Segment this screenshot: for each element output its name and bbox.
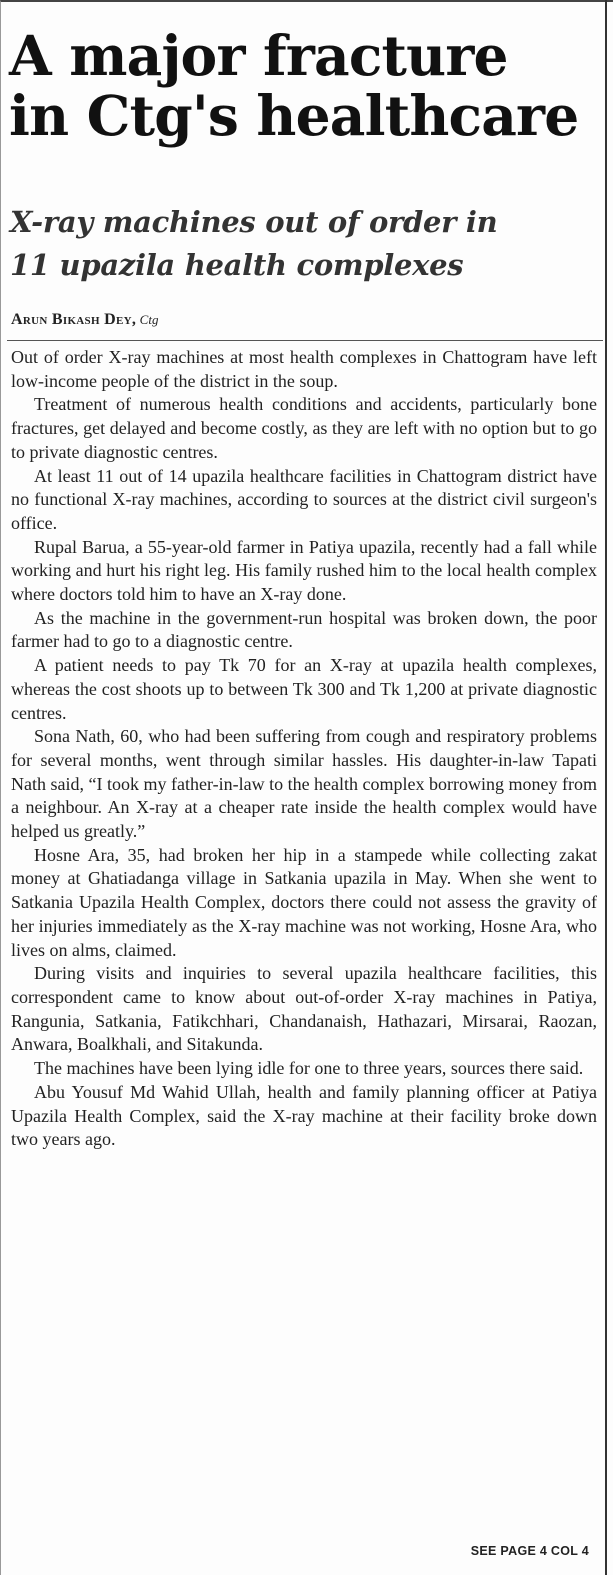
headline-line-2: in Ctg's healthcare — [9, 83, 579, 148]
article-paragraph: The machines have been lying idle for one to three years, sources there said. — [34, 1058, 584, 1079]
byline-location: Ctg — [139, 312, 159, 327]
subheadline-line-1: X-ray machines out of order in — [10, 205, 498, 239]
continuation-note: SEE PAGE 4 COL 4 — [470, 1544, 589, 1558]
article-paragraph: During visits and inquiries to several upazila healthcare facilities, this correspondent came to know about out-of-order X-ray machines in Patiya, Rangunia, Satkania, Fatikchhari, Chandanaish, Hathazari, Mirsarai, Raozan, Anwara, Boalkhali, and Sitakunda. — [11, 963, 597, 1055]
article-paragraph: A patient needs to pay Tk 70 for an X-ray at upazila health complexes, whereas the cost shoots up to between Tk 300 and Tk 1,200 at private diagnostic centres. — [11, 655, 597, 723]
column-rule — [605, 0, 607, 1575]
article-paragraph: Treatment of numerous health conditions and accidents, particularly bone fractures, get delayed and become costly, as they are left with no option but to go to private diagnostic centres. — [11, 394, 597, 462]
headline — [9, 23, 599, 148]
article-paragraph: At least 11 out of 14 upazila healthcare facilities in Chattogram district have no functional X-ray machines, according to sources at the district civil surgeon's office. — [11, 465, 597, 533]
article-paragraph: Hosne Ara, 35, had broken her hip in a stampede while collecting zakat money at Ghatiadanga village in Satkania upazila in May. When she went to Satkania Upazila Health Complex, doctors there could not assess the gravity of her injuries immediately as the X-ray machine was not working, Hosne Ara, who lives on alms, claimed. — [11, 844, 597, 960]
article-paragraph: Rupal Barua, a 55-year-old farmer in Patiya upazila, recently had a fall while working and hurt his right leg. His family rushed him to the local health complex where doctors told him to have an X-ray done. — [11, 536, 597, 605]
byline-author: Arun Bikash Dey, — [11, 311, 137, 328]
subheadline — [10, 201, 600, 287]
article-paragraph: Sona Nath, 60, who had been suffering from cough and respiratory problems for several months, went through similar hassles. His daughter-in-law Tapati Nath said, “I took my father-in-law to the health complex borrowing money from a neighbour. An X-ray at a cheaper rate inside the health complex would have helped us greatly.” — [11, 726, 597, 842]
byline-divider — [7, 340, 603, 341]
headline-line-1: A major fracture — [9, 23, 508, 88]
article-body — [11, 346, 597, 1152]
subheadline-line-2: 11 upazila health complexes — [10, 248, 464, 282]
article-paragraph: Out of order X-ray machines at most health complexes in Chattogram have left low-income people of the district in the soup. — [11, 347, 597, 391]
article-paragraph: As the machine in the government-run hospital was broken down, the poor farmer had to go to a diagnostic centre. — [11, 607, 597, 652]
article-paragraph: Abu Yousuf Md Wahid Ullah, health and family planning officer at Patiya Upazila Health Complex, said the X-ray machine at their facility broke down two years ago. — [11, 1081, 597, 1150]
byline — [11, 311, 158, 330]
